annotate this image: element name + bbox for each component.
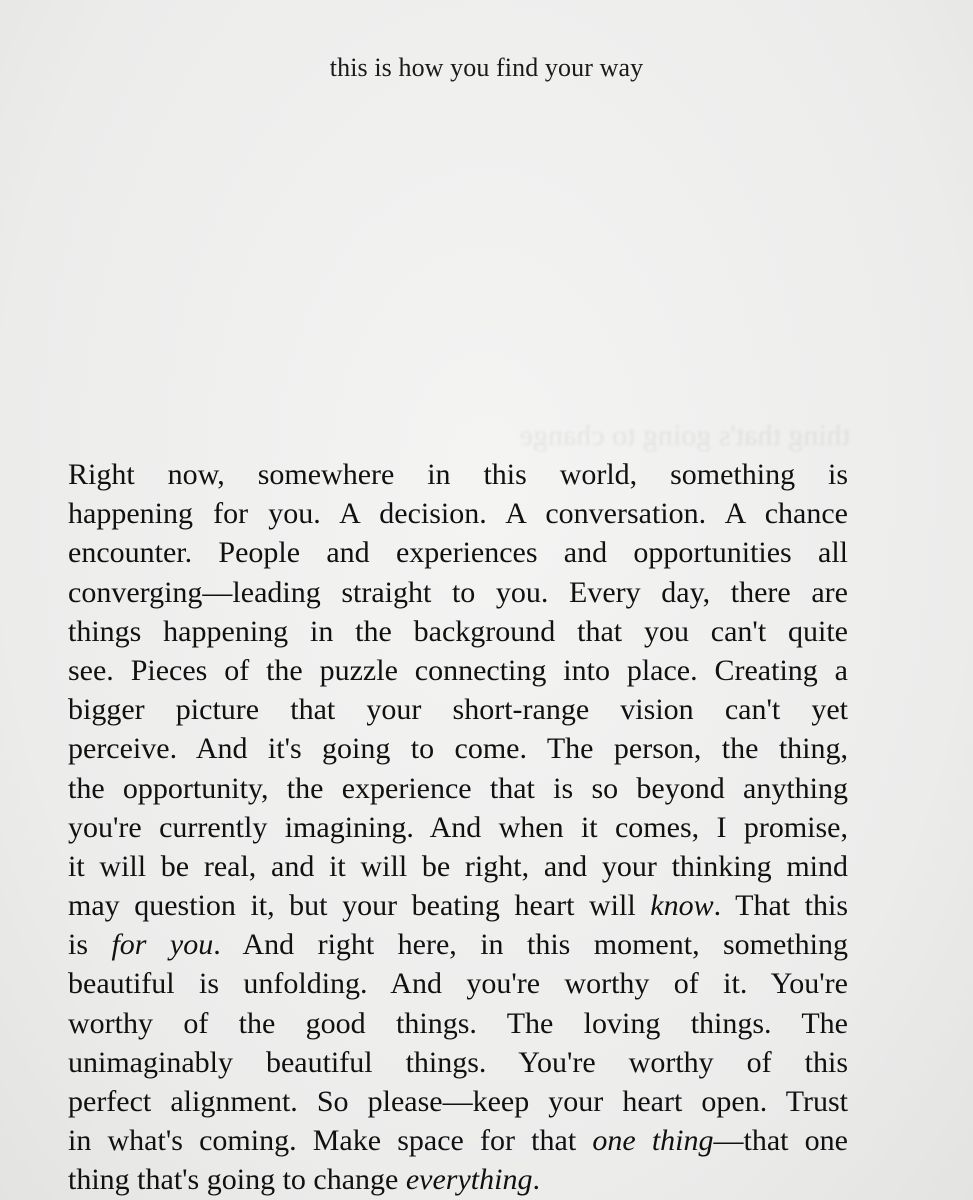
italic-emphasis: one thing bbox=[592, 1124, 714, 1158]
text-line: Right now, somewhere in this world, something is bbox=[68, 458, 848, 491]
text-line: unimaginably beautiful things. You're worthy of this bbox=[68, 1045, 848, 1079]
text-run: . And right here, in this moment, something bbox=[213, 928, 849, 962]
text-line: see. Pieces of the puzzle connecting into place. Creating a bbox=[68, 653, 848, 687]
text-line: beautiful is unfolding. And you're worthy of it. You're bbox=[68, 967, 848, 1001]
text-line: converging—leading straight to you. Every day, there are bbox=[68, 575, 848, 609]
text-run: —that one bbox=[713, 1124, 848, 1158]
text-line: perceive. And it's going to come. The person, the thing, bbox=[68, 732, 848, 766]
text-line bbox=[68, 1160, 848, 1199]
show-through-line: thing that's going to change bbox=[519, 419, 850, 452]
text-run: . bbox=[532, 1163, 540, 1197]
italic-emphasis: know bbox=[650, 889, 714, 923]
italic-emphasis: everything bbox=[405, 1163, 533, 1197]
italic-emphasis: for you bbox=[111, 928, 214, 962]
text-line bbox=[68, 1121, 848, 1160]
show-through-text bbox=[70, 416, 850, 456]
text-line: worthy of the good things. The loving things. The bbox=[68, 1006, 848, 1040]
text-line: perfect alignment. So please—keep your heart open. Trust bbox=[68, 1085, 848, 1118]
running-header: this is how you find your way bbox=[329, 53, 644, 82]
text-line bbox=[68, 925, 848, 964]
text-line: happening for you. A decision. A conversation. A chance bbox=[68, 497, 848, 531]
text-run: in what's coming. Make space for that bbox=[68, 1124, 593, 1158]
text-run: may question it, but your beating heart will bbox=[68, 889, 651, 923]
text-line: encounter. People and experiences and opportunities all bbox=[68, 536, 848, 570]
text-run: thing that's going to change bbox=[68, 1163, 406, 1197]
text-line: things happening in the background that you can't quite bbox=[68, 614, 848, 648]
text-line bbox=[68, 886, 848, 925]
text-run: . That this bbox=[713, 889, 849, 923]
text-line: bigger picture that your short-range vision can't yet bbox=[68, 693, 848, 727]
text-line: you're currently imagining. And when it comes, I promise, bbox=[68, 810, 848, 844]
body-paragraph bbox=[68, 455, 848, 1200]
text-line: the opportunity, the experience that is so beyond anything bbox=[68, 771, 848, 805]
text-run: is bbox=[68, 928, 112, 962]
text-line: it will be real, and it will be right, and your thinking mind bbox=[68, 849, 848, 883]
